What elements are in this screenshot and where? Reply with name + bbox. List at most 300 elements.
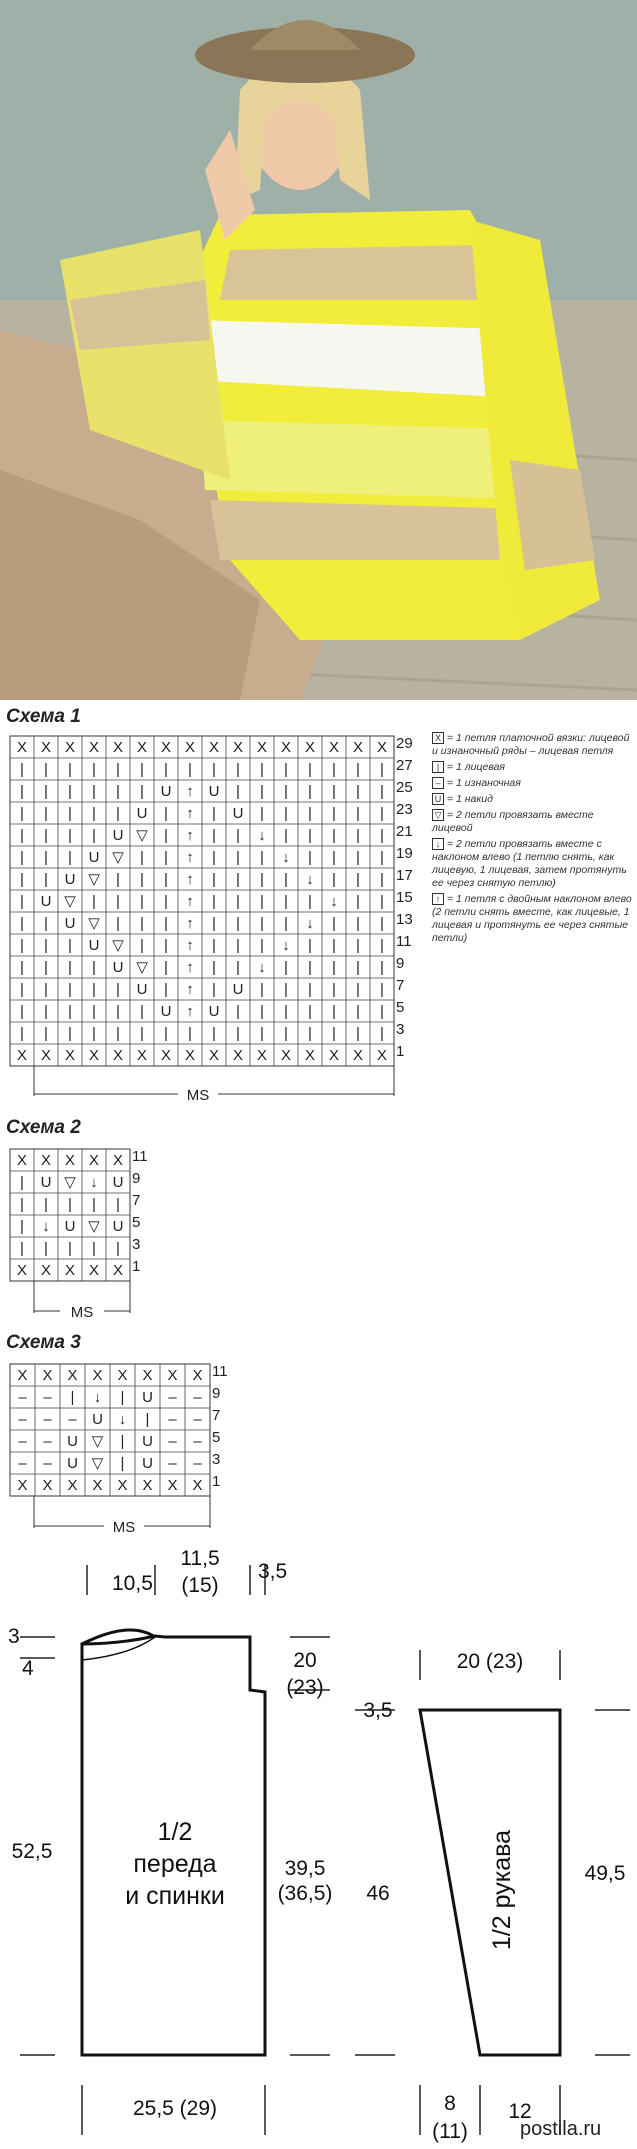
stitch-symbol: | (308, 959, 312, 976)
stitch-symbol: | (92, 1196, 96, 1213)
stitch-symbol: X (67, 1367, 78, 1384)
stitch-symbol: U (112, 1174, 124, 1191)
stitch-symbol: | (20, 849, 24, 866)
stitch-symbol: | (92, 805, 96, 822)
stitch-symbol: | (284, 761, 288, 778)
stitch-symbol: ▽ (136, 959, 148, 976)
dim-side-alt: (36,5) (277, 1882, 333, 1905)
stitch-symbol: | (92, 761, 96, 778)
legend (432, 732, 632, 948)
stitch-symbol: ↑ (186, 827, 194, 844)
stitch-symbol: U (208, 783, 220, 800)
stitch-symbol: | (188, 1025, 192, 1042)
stitch-symbol: | (236, 827, 240, 844)
stitch-symbol: | (380, 1025, 384, 1042)
stitch-symbol: | (116, 761, 120, 778)
row-number: 1 (212, 1473, 221, 1490)
stitch-symbol: | (20, 1025, 24, 1042)
pattern-diagram (0, 1540, 637, 2149)
stitch-symbol: ▽ (88, 871, 100, 888)
stitch-symbol: X (88, 1152, 100, 1169)
stitch-symbol: | (380, 1003, 384, 1020)
stitch-symbol: – (193, 1433, 202, 1450)
stitch-symbol: | (260, 981, 264, 998)
stitch-symbol: | (68, 783, 72, 800)
stitch-symbol: | (212, 981, 216, 998)
stitch-symbol: X (16, 1262, 28, 1279)
row-number: 9 (212, 1385, 221, 1402)
stitch-symbol: X (88, 1262, 100, 1279)
stitch-symbol: X (117, 1477, 128, 1494)
scheme-1-row-numbers (396, 735, 426, 1065)
stitch-symbol: – (18, 1411, 27, 1428)
stitch-symbol: | (20, 959, 24, 976)
stitch-symbol: | (260, 893, 264, 910)
dim-bottom-width: 25,5 (29) (132, 2097, 218, 2120)
dim-cuff-11: (11) (432, 2120, 468, 2143)
row-number: 15 (396, 889, 413, 906)
ssk-icon: ↓ (432, 838, 444, 850)
stitch-symbol: ↓ (306, 871, 314, 888)
stitch-symbol: X (17, 1477, 28, 1494)
stitch-symbol: | (164, 1025, 168, 1042)
stitch-symbol: X (352, 739, 364, 756)
stitch-symbol: X (304, 1047, 316, 1064)
scheme-3-chart (6, 1360, 216, 1535)
stitch-symbol: X (88, 1047, 100, 1064)
row-number: 3 (132, 1236, 141, 1253)
stitch-symbol: U (208, 1003, 220, 1020)
stitch-symbol: | (236, 761, 240, 778)
stitch-symbol: | (284, 981, 288, 998)
legend-item: U = 1 накид (432, 793, 632, 806)
stitch-symbol: | (332, 871, 336, 888)
stitch-symbol: | (284, 959, 288, 976)
stitch-symbol: U (232, 981, 244, 998)
stitch-symbol: | (44, 1240, 48, 1257)
stitch-symbol: | (140, 849, 144, 866)
stitch-symbol: | (236, 783, 240, 800)
stitch-symbol: | (332, 959, 336, 976)
stitch-symbol: | (236, 1025, 240, 1042)
stitch-symbol: | (380, 761, 384, 778)
dim-neck-width: 11,5 (180, 1547, 220, 1570)
stitch-symbol: | (20, 1174, 24, 1191)
stitch-symbol: | (20, 1196, 24, 1213)
stitch-symbol: U (40, 893, 52, 910)
stitch-symbol: | (92, 827, 96, 844)
stitch-symbol: | (260, 783, 264, 800)
stitch-symbol: | (212, 805, 216, 822)
stitch-symbol: | (236, 893, 240, 910)
dim-neck-depth-front: 4 (22, 1657, 34, 1680)
stitch-symbol: | (380, 783, 384, 800)
row-number: 13 (396, 911, 413, 928)
stitch-symbol: X (88, 739, 100, 756)
stitch-symbol: U (64, 915, 76, 932)
stitch-symbol: X (117, 1367, 128, 1384)
stitch-symbol: ↓ (90, 1174, 98, 1191)
row-number: 17 (396, 867, 413, 884)
stitch-symbol: | (284, 871, 288, 888)
row-number: 11 (132, 1148, 148, 1165)
stitch-symbol: | (212, 871, 216, 888)
stitch-symbol: | (68, 1025, 72, 1042)
stitch-symbol: | (20, 1240, 24, 1257)
stitch-symbol: | (20, 827, 24, 844)
stitch-symbol: ↓ (330, 893, 338, 910)
stitch-symbol: | (236, 959, 240, 976)
stitch-symbol: | (116, 1003, 120, 1020)
dim-cuff-12: 12 (508, 2100, 532, 2123)
stitch-symbol: | (164, 827, 168, 844)
row-number: 5 (132, 1214, 141, 1231)
sleeve-label: 1/2 рукава (488, 1829, 516, 1951)
stitch-symbol: | (92, 1025, 96, 1042)
row-number: 11 (212, 1363, 228, 1380)
row-number: 1 (132, 1258, 141, 1275)
stitch-symbol: | (44, 959, 48, 976)
stitch-symbol: X (16, 739, 28, 756)
stitch-symbol: | (140, 783, 144, 800)
dim-neck-width-alt: (15) (181, 1574, 219, 1597)
stitch-symbol: | (380, 981, 384, 998)
stitch-symbol: | (164, 915, 168, 932)
stitch-symbol: X (352, 1047, 364, 1064)
stitch-symbol: | (356, 937, 360, 954)
scheme-2-title: Схема 2 (6, 1117, 81, 1138)
stitch-symbol: | (332, 915, 336, 932)
scheme-2-ms-label: MS (70, 1304, 94, 1320)
stitch-symbol: ↓ (282, 849, 290, 866)
row-number: 9 (396, 955, 405, 972)
stitch-symbol: | (20, 893, 24, 910)
row-number: 11 (396, 933, 412, 950)
row-number: 5 (396, 999, 405, 1016)
stitch-symbol: X (376, 739, 388, 756)
stitch-symbol: | (380, 959, 384, 976)
dim-armhole: 20 (293, 1649, 317, 1672)
scheme-2-chart (6, 1145, 136, 1320)
stitch-symbol: | (116, 783, 120, 800)
stitch-symbol: ↑ (186, 981, 194, 998)
stitch-symbol: | (308, 783, 312, 800)
stitch-symbol: – (68, 1411, 77, 1428)
stitch-symbol: – (193, 1389, 202, 1406)
stitch-symbol: ↑ (186, 893, 194, 910)
stitch-symbol: X (112, 1152, 124, 1169)
stitch-symbol: | (20, 761, 24, 778)
stitch-symbol: | (92, 783, 96, 800)
stitch-symbol: | (44, 1003, 48, 1020)
stitch-symbol: ↑ (186, 783, 194, 800)
stitch-symbol: | (308, 1003, 312, 1020)
stitch-symbol: X (167, 1477, 178, 1494)
stitch-symbol: – (193, 1455, 202, 1472)
stitch-symbol: | (116, 1025, 120, 1042)
stitch-symbol: | (44, 827, 48, 844)
row-number: 9 (132, 1170, 141, 1187)
row-number: 3 (396, 1021, 405, 1038)
stitch-symbol: | (260, 1025, 264, 1042)
stitch-symbol: | (356, 1025, 360, 1042)
k2tog-icon: ▽ (432, 809, 444, 821)
stitch-symbol: | (20, 805, 24, 822)
stitch-symbol: | (356, 981, 360, 998)
stitch-symbol: U (136, 981, 148, 998)
stitch-symbol: | (20, 783, 24, 800)
watermark: postila.ru (520, 2118, 602, 2140)
legend-item: – = 1 изнаночная (432, 777, 632, 790)
stitch-symbol: X (64, 1152, 76, 1169)
stitch-symbol: | (116, 1240, 120, 1257)
scheme-1-chart (6, 732, 396, 1102)
stitch-symbol: | (140, 871, 144, 888)
stitch-symbol: X (328, 739, 340, 756)
stitch-symbol: – (43, 1455, 52, 1472)
dim-shoulder-right: 3,5 (258, 1560, 288, 1583)
stitch-symbol: | (308, 981, 312, 998)
row-number: 23 (396, 801, 413, 818)
stitch-symbol: | (140, 893, 144, 910)
row-number: 25 (396, 779, 413, 796)
stitch-symbol: | (308, 937, 312, 954)
body-label-2: переда (133, 1850, 217, 1878)
stitch-symbol: | (116, 893, 120, 910)
stitch-symbol: X (40, 1047, 52, 1064)
stitch-symbol: | (332, 981, 336, 998)
stitch-symbol: | (120, 1389, 125, 1406)
stitch-symbol: ↑ (186, 1003, 194, 1020)
stitch-symbol: X (42, 1367, 53, 1384)
stitch-symbol: | (140, 915, 144, 932)
stitch-symbol: ↓ (42, 1218, 50, 1235)
stitch-symbol: – (18, 1389, 27, 1406)
stitch-symbol: | (44, 1025, 48, 1042)
stitch-symbol: | (164, 871, 168, 888)
stitch-symbol: | (236, 1003, 240, 1020)
stitch-symbol: | (308, 849, 312, 866)
stitch-symbol: | (44, 1196, 48, 1213)
stitch-symbol: | (260, 849, 264, 866)
stitch-symbol: – (168, 1411, 177, 1428)
dim-side: 39,5 (284, 1857, 326, 1880)
stitch-symbol: | (308, 827, 312, 844)
stitch-symbol: U (136, 805, 148, 822)
stitch-symbol: X (142, 1477, 153, 1494)
stitch-symbol: ▽ (88, 1218, 100, 1235)
stitch-symbol: X (280, 1047, 292, 1064)
stitch-symbol: | (260, 805, 264, 822)
stitch-symbol: | (164, 959, 168, 976)
stitch-symbol: U (40, 1174, 52, 1191)
stitch-symbol: | (164, 849, 168, 866)
stitch-symbol: X (184, 1047, 196, 1064)
stitch-symbol: | (356, 827, 360, 844)
stitch-symbol: X (40, 739, 52, 756)
dim-sleeve-cap: 3,5 (363, 1699, 393, 1722)
stitch-symbol: ↑ (186, 959, 194, 976)
stitch-symbol: ↑ (186, 871, 194, 888)
stitch-symbol: | (68, 761, 72, 778)
stitch-symbol: | (284, 893, 288, 910)
stitch-symbol: X (112, 739, 124, 756)
stitch-symbol: X (17, 1367, 28, 1384)
stitch-symbol: | (356, 805, 360, 822)
stitch-symbol: | (120, 1455, 125, 1472)
stitch-symbol: | (140, 1003, 144, 1020)
stitch-symbol: | (68, 937, 72, 954)
stitch-symbol: X (192, 1477, 203, 1494)
stitch-symbol: ▽ (64, 893, 76, 910)
stitch-symbol: | (260, 761, 264, 778)
stitch-symbol: | (212, 959, 216, 976)
body-label-1: 1/2 (157, 1818, 193, 1846)
garter-stitch-icon: X (432, 732, 444, 744)
stitch-symbol: X (92, 1477, 103, 1494)
stitch-symbol: | (260, 871, 264, 888)
stitch-symbol: | (20, 937, 24, 954)
stitch-symbol: X (112, 1047, 124, 1064)
stitch-symbol: ↓ (93, 1389, 102, 1406)
stitch-symbol: U (160, 783, 172, 800)
stitch-symbol: X (67, 1477, 78, 1494)
knit-stitch-icon: | (432, 761, 444, 773)
stitch-symbol: X (208, 1047, 220, 1064)
stitch-symbol: | (20, 915, 24, 932)
stitch-symbol: X (304, 739, 316, 756)
stitch-symbol: | (356, 915, 360, 932)
stitch-symbol: X (167, 1367, 178, 1384)
scheme-3-ms-label: MS (112, 1519, 136, 1535)
stitch-symbol: | (44, 849, 48, 866)
stitch-symbol: ▽ (64, 1174, 76, 1191)
stitch-symbol: | (68, 1196, 72, 1213)
stitch-symbol: | (332, 1025, 336, 1042)
purl-stitch-icon: – (432, 777, 444, 789)
stitch-symbol: | (116, 871, 120, 888)
stitch-symbol: ↓ (258, 827, 266, 844)
stitch-symbol: | (44, 783, 48, 800)
stitch-symbol: | (120, 1433, 125, 1450)
stitch-symbol: X (42, 1477, 53, 1494)
scheme-3-title: Схема 3 (6, 1332, 81, 1353)
stitch-symbol: U (67, 1455, 78, 1472)
stitch-symbol: – (193, 1411, 202, 1428)
stitch-symbol: | (212, 849, 216, 866)
stitch-symbol: | (68, 959, 72, 976)
stitch-symbol: | (356, 1003, 360, 1020)
stitch-symbol: | (68, 805, 72, 822)
stitch-symbol: ↓ (258, 959, 266, 976)
stitch-symbol: | (44, 805, 48, 822)
stitch-symbol: | (70, 1389, 75, 1406)
stitch-symbol: – (43, 1433, 52, 1450)
stitch-symbol: X (256, 1047, 268, 1064)
stitch-symbol: | (116, 915, 120, 932)
stitch-symbol: | (284, 1003, 288, 1020)
stitch-symbol: – (168, 1455, 177, 1472)
stitch-symbol: | (236, 849, 240, 866)
stitch-symbol: | (380, 871, 384, 888)
stitch-symbol: | (380, 915, 384, 932)
stitch-symbol: | (308, 1025, 312, 1042)
stitch-symbol: X (64, 1047, 76, 1064)
stitch-symbol: U (142, 1433, 153, 1450)
stitch-symbol: | (332, 761, 336, 778)
row-number: 19 (396, 845, 413, 862)
stitch-symbol: U (92, 1411, 103, 1428)
stitch-symbol: | (260, 1003, 264, 1020)
stitch-symbol: U (160, 1003, 172, 1020)
row-number: 3 (212, 1451, 221, 1468)
stitch-symbol: | (308, 893, 312, 910)
stitch-symbol: X (16, 1152, 28, 1169)
stitch-symbol: | (116, 1196, 120, 1213)
stitch-symbol: – (18, 1433, 27, 1450)
stitch-symbol: – (43, 1411, 52, 1428)
stitch-symbol: | (44, 981, 48, 998)
row-number: 7 (212, 1407, 221, 1424)
stitch-symbol: | (68, 849, 72, 866)
stitch-symbol: ▽ (112, 937, 124, 954)
stitch-symbol: | (284, 805, 288, 822)
stitch-symbol: ↑ (186, 849, 194, 866)
stitch-symbol: | (236, 937, 240, 954)
stitch-symbol: X (280, 739, 292, 756)
stitch-symbol: | (356, 761, 360, 778)
photo-illustration (0, 0, 637, 700)
stitch-symbol: | (212, 915, 216, 932)
stitch-symbol: ▽ (91, 1433, 104, 1450)
stitch-symbol: | (92, 981, 96, 998)
dim-sleeve-length: 49,5 (584, 1862, 626, 1885)
stitch-symbol: X (92, 1367, 103, 1384)
stitch-symbol: | (140, 761, 144, 778)
row-number: 7 (132, 1192, 141, 1209)
stitch-symbol: | (20, 1003, 24, 1020)
row-number: 5 (212, 1429, 221, 1446)
stitch-symbol: | (236, 915, 240, 932)
stitch-symbol: | (260, 937, 264, 954)
stitch-symbol: U (88, 937, 100, 954)
stitch-symbol: | (20, 1218, 24, 1235)
stitch-symbol: | (20, 981, 24, 998)
dim-cuff-8: 8 (444, 2092, 456, 2115)
scheme-3-row-numbers (212, 1363, 236, 1495)
legend-item: ▽ = 2 петли провязать вместе лицевой (432, 809, 594, 834)
dim-armhole-alt: (23) (286, 1676, 324, 1699)
stitch-symbol: | (212, 893, 216, 910)
stitch-symbol: ▽ (112, 849, 124, 866)
double-decrease-icon: ↑ (432, 893, 444, 905)
stitch-symbol: | (380, 827, 384, 844)
stitch-symbol: U (112, 959, 124, 976)
dim-top-left: 10,5 (112, 1572, 153, 1595)
stitch-symbol: | (308, 761, 312, 778)
stitch-symbol: | (44, 871, 48, 888)
stitch-symbol: | (380, 893, 384, 910)
model-photo (0, 0, 637, 700)
stitch-symbol: | (356, 849, 360, 866)
row-number: 29 (396, 735, 413, 752)
stitch-symbol: X (142, 1367, 153, 1384)
stitch-symbol: | (164, 981, 168, 998)
stitch-symbol: | (212, 1025, 216, 1042)
stitch-symbol: ▽ (88, 915, 100, 932)
stitch-symbol: | (164, 893, 168, 910)
legend-item: X = 1 петля платочной вязки: лицевой и изнаночный ряды – лицевая петля (432, 732, 630, 757)
